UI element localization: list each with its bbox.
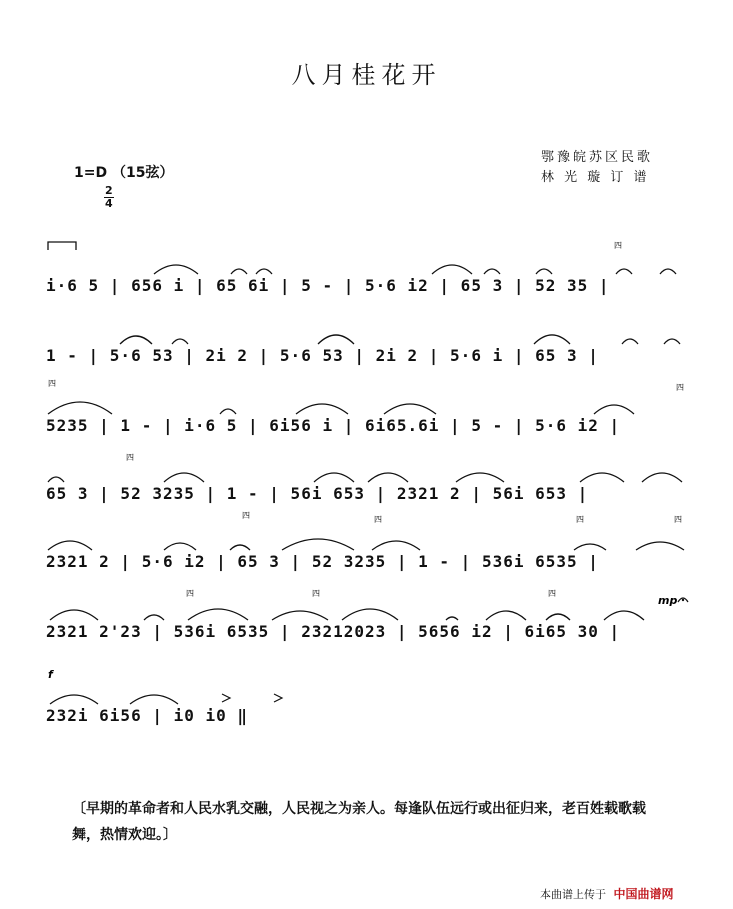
score-row-5 [46,511,696,594]
score-row-3 [46,379,696,452]
time-signature [104,185,114,210]
marker-icon: 四 [312,589,320,598]
notation-row-5: 2321 2 | 5·6 i2 | 65 3 | 52 3235 | 1 - | 536i 6535 | [46,552,599,571]
marker-icon: 四 [676,383,684,392]
footer-brand-logo: 中国曲谱网 [613,887,674,901]
score-row-6 [46,589,696,666]
notation-row-2: 1 - | 5·6 53 | 2i 2 | 5·6 53 | 2i 2 | 5·6 i | 65 3 | [46,346,599,365]
marker-icon: 四 [126,453,134,462]
score-row-4 [46,453,696,522]
score-row-2 [46,322,696,382]
marker-icon: 四 [374,515,382,524]
performance-note: 〔早期的革命者和人民水乳交融，人民视之为亲人。每逢队伍远行或出征归来，老百姓载歌载舞，热情欢迎。〕 [72,801,646,843]
marker-icon: 四 [614,241,622,250]
attribution [541,148,653,188]
marker-icon: 四 [674,515,682,524]
attribution-origin: 鄂豫皖苏区民歌 [540,150,653,165]
footer [540,885,674,902]
score-row-1 [46,241,696,310]
accent-icon [274,694,282,702]
footer-prefix: 本曲谱上传于 [540,888,606,901]
dynamic-f: f [48,668,53,681]
marker-icon: 四 [242,511,250,520]
dynamic-mp: mp [658,594,678,607]
marker-icon: 四 [548,589,556,598]
notation-row-6: 2321 2'23 | 536i 6535 | 23212023 | 5656 i2 | 6i65 30 | [46,622,621,641]
accent-icon [222,694,230,702]
notation-row-1: i·6 5 | 656 i | 65 6i | 5 - | 5·6 i2 | 65 3 | 52 35 | [46,276,610,295]
marker-icon: 四 [48,379,56,388]
time-bottom: 4 [105,197,113,210]
notation-row-3: 5235 | 1 - | i·6 5 | 6i56 i | 6i65.6i | 5 - | 5·6 i2 | [46,416,621,435]
marker-icon: 四 [186,589,194,598]
notation-row-7: 232i 6i56 | i0 i0 ‖ [46,706,249,725]
key-signature: 1=D （15弦） [74,165,174,181]
page-title: 八月桂花开 [291,61,442,89]
marker-icon: 四 [576,515,584,524]
score-row-7 [46,668,696,750]
time-top: 2 [105,184,113,197]
notation-row-4: 65 3 | 52 3235 | 1 - | 56i 653 | 2321 2 | 56i 653 | [46,484,589,503]
attribution-arranger: 林 光 璇 订 谱 [540,170,650,185]
